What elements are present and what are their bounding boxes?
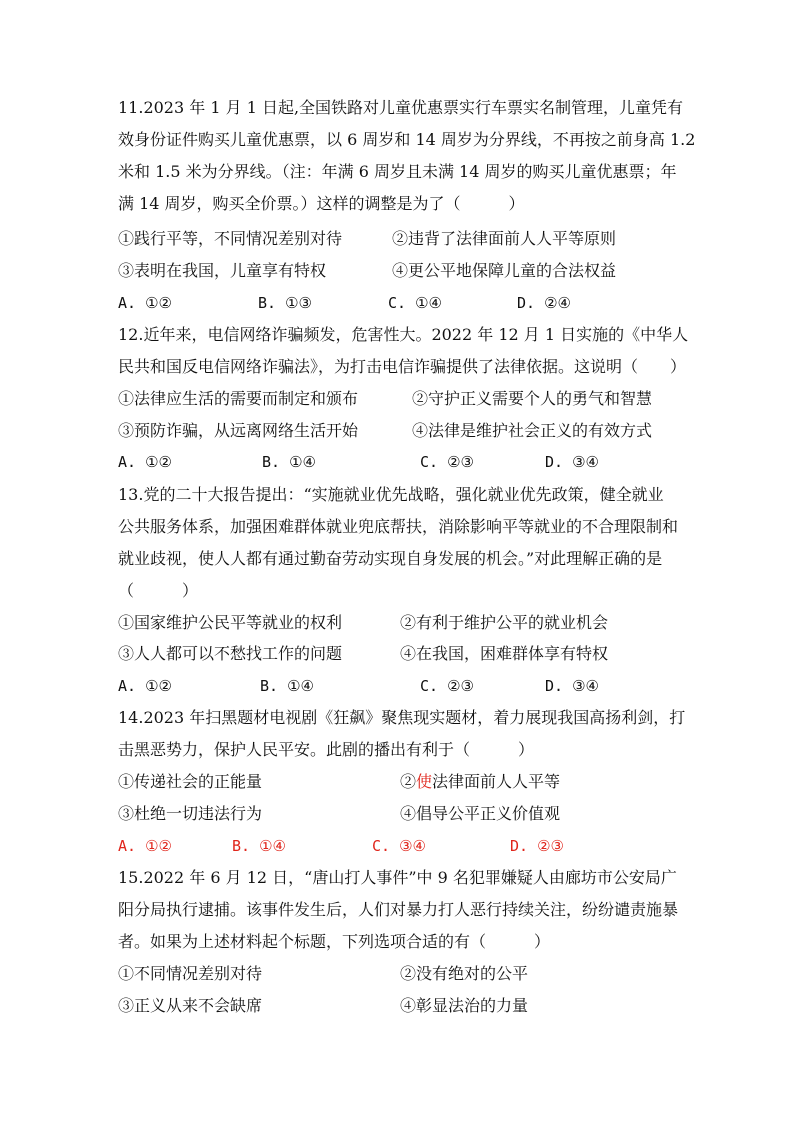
question-15-option-1: ①不同情况差别对待 [118, 964, 263, 983]
question-11-option-2: ②违背了法律面前人人平等原则 [392, 229, 617, 248]
question-14-choice-c: C. ③④ [372, 837, 426, 855]
question-12-stem-line-1: 12.近年来，电信网络诈骗频发，危害性大。2022 年 12 月 1 日实施的《中华人 [118, 325, 689, 344]
question-12-option-4: ④法律是维护社会正义的有效方式 [412, 421, 653, 440]
question-13-option-1: ①国家维护公民平等就业的权利 [118, 613, 343, 632]
question-13-stem-line-4: （ ） [118, 581, 199, 600]
question-12-stem-line-2: 民共和国反电信网络诈骗法》，为打击电信诈骗提供了法律依据。这说明（ ） [118, 357, 687, 376]
question-12-option-1: ①法律应生活的需要而制定和颁布 [118, 389, 359, 408]
question-11-stem-line-4: 满 14 周岁，购买全价票。）这样的调整是为了（ ） [118, 194, 525, 213]
question-11-option-3: ③表明在我国，儿童享有特权 [118, 261, 327, 280]
question-11-option-1: ①践行平等，不同情况差别对待 [118, 229, 343, 248]
question-13-option-3: ③人人都可以不愁找工作的问题 [118, 644, 343, 663]
question-12-choice-a: A. ①② [118, 453, 172, 471]
question-11-choice-b: B. ①③ [258, 294, 312, 312]
question-12-option-3: ③预防诈骗，从远离网络生活开始 [118, 421, 359, 440]
question-11-choice-c: C. ①④ [388, 294, 442, 312]
question-14-option-2-marker: ② [400, 772, 417, 791]
question-11-stem-line-1: 11.2023 年 1 月 1 日起,全国铁路对儿童优惠票实行车票实名制管理，儿童凭有 [118, 98, 684, 117]
question-14-option-2-red-char: 使 [416, 772, 433, 791]
question-13-option-4: ④在我国，困难群体享有特权 [400, 644, 609, 663]
question-14-option-4: ④倡导公平正义价值观 [400, 804, 561, 823]
question-13-stem-line-2: 公共服务体系，加强困难群体就业兜底帮扶，消除影响平等就业的不合理限制和 [118, 517, 679, 536]
question-13-choice-a: A. ①② [118, 677, 172, 695]
question-14-choice-b: B. ①④ [232, 837, 286, 855]
question-12-choice-d: D. ③④ [545, 453, 599, 471]
question-15-option-3: ③正义从来不会缺席 [118, 996, 263, 1015]
question-15-option-4: ④彰显法治的力量 [400, 996, 529, 1015]
question-14-choice-a: A. ①② [118, 837, 172, 855]
question-11-stem-line-3: 米和 1.5 米为分界线。（注：年满 6 周岁且未满 14 周岁的购买儿童优惠票；年 [118, 162, 677, 181]
question-13-stem-line-1: 13.党的二十大报告提出：“实施就业优先战略，强化就业优先政策，健全就业 [118, 485, 664, 504]
question-11-choice-a: A. ①② [118, 294, 172, 312]
question-12-choice-b: B. ①④ [262, 453, 316, 471]
question-13-option-2: ②有利于维护公平的就业机会 [400, 613, 609, 632]
question-14-option-2 [400, 772, 560, 792]
question-12-choice-c: C. ②③ [420, 453, 474, 471]
question-14-stem-line-2: 击黑恶势力，保护人民平安。此剧的播出有利于（ ） [118, 740, 535, 759]
question-11-stem-line-2: 效身份证件购买儿童优惠票，以 6 周岁和 14 周岁为分界线，不再按之前身高 1.2 [118, 130, 696, 149]
question-13-choice-d: D. ③④ [545, 677, 599, 695]
question-13-stem-line-3: 就业歧视，使人人都有通过勤奋劳动实现自身发展的机会。”对此理解正确的是 [118, 549, 663, 568]
question-15-stem-line-2: 阳分局执行逮捕。该事件发生后，人们对暴力打人恶行持续关注，纷纷谴责施暴 [118, 900, 679, 919]
question-14-stem-line-1: 14.2023 年扫黑题材电视剧《狂飙》聚焦现实题材，着力展现我国高扬利剑，打 [118, 708, 686, 727]
question-14-option-3: ③杜绝一切违法行为 [118, 804, 263, 823]
question-11-option-4: ④更公平地保障儿童的合法权益 [392, 261, 617, 280]
question-15-stem-line-3: 者。如果为上述材料起个标题，下列选项合适的有（ ） [118, 932, 551, 951]
question-14-option-2-rest: 法律面前人人平等 [432, 772, 561, 791]
question-14-option-1: ①传递社会的正能量 [118, 772, 263, 791]
question-15-stem-line-1: 15.2022 年 6 月 12 日，“唐山打人事件”中 9 名犯罪嫌疑人由廊坊市公安局广 [118, 868, 677, 887]
question-14-choice-d: D. ②③ [510, 837, 564, 855]
question-15-option-2: ②没有绝对的公平 [400, 964, 529, 983]
question-13-choice-c: C. ②③ [420, 677, 474, 695]
question-11-choice-d: D. ②④ [517, 294, 571, 312]
question-12-option-2: ②守护正义需要个人的勇气和智慧 [412, 389, 653, 408]
question-13-choice-b: B. ①④ [260, 677, 314, 695]
